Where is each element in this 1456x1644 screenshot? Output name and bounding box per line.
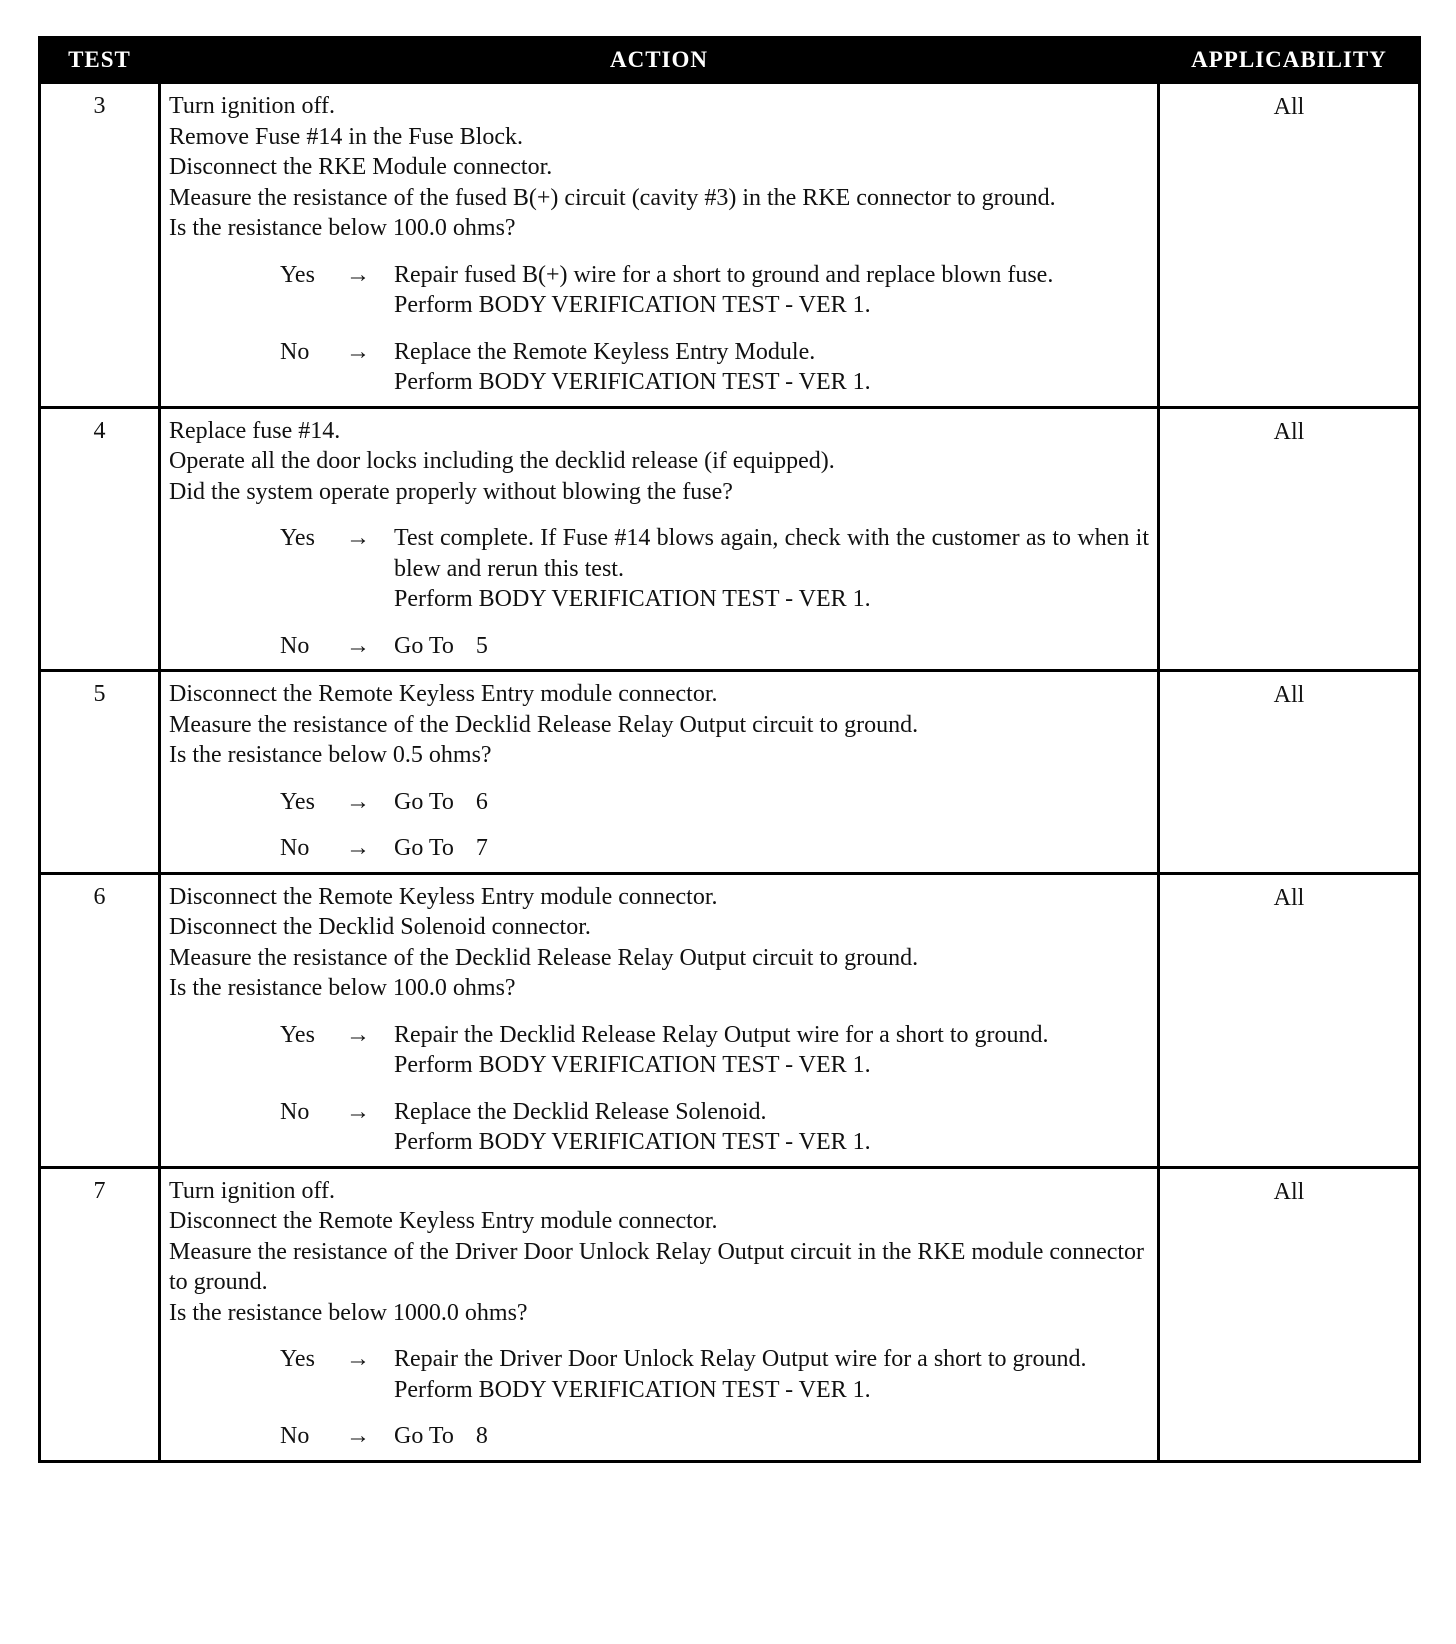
outcome-result <box>394 260 1149 321</box>
outcome-result <box>394 1097 1149 1158</box>
header-test: TEST <box>40 38 160 83</box>
header-action: ACTION <box>160 38 1159 83</box>
goto-reference <box>394 631 488 662</box>
action-cell <box>160 83 1159 408</box>
action-step: Did the system operate properly without blowing the fuse? <box>169 478 733 505</box>
outcome-label: Yes <box>280 788 315 815</box>
header-applicability: APPLICABILITY <box>1159 38 1420 83</box>
applicability-value: All <box>1159 873 1420 1167</box>
action-steps <box>169 416 1149 508</box>
table-header-row <box>40 38 1420 83</box>
outcome-result <box>394 1020 1149 1081</box>
outcome-result <box>394 833 1149 864</box>
action-step: Replace fuse #14. <box>169 417 341 444</box>
outcome-label: Yes <box>280 525 315 551</box>
action-steps <box>169 1176 1149 1329</box>
applicability-value: All <box>1159 407 1420 671</box>
arrow-icon: → <box>346 1346 370 1372</box>
table-row <box>40 407 1420 671</box>
action-step: Disconnect the RKE Module connector. <box>169 154 553 180</box>
test-number: 3 <box>40 83 160 408</box>
arrow-icon: → <box>346 1021 370 1048</box>
result-line: Perform BODY VERIFICATION TEST - VER 1. <box>394 1129 871 1155</box>
action-steps <box>169 679 1149 771</box>
arrow-icon: → <box>346 632 370 659</box>
action-steps <box>169 882 1149 1004</box>
action-step: Disconnect the Remote Keyless Entry module connector. <box>169 883 718 910</box>
result-line: Perform BODY VERIFICATION TEST - VER 1. <box>394 586 871 612</box>
arrow-icon: → <box>346 788 370 815</box>
applicability-value: All <box>1159 671 1420 874</box>
outcome-no <box>169 337 1149 398</box>
goto-test-number: 6 <box>475 788 488 815</box>
arrow-icon: → <box>346 835 370 861</box>
test-number: 6 <box>40 873 160 1167</box>
result-line: Perform BODY VERIFICATION TEST - VER 1. <box>394 1376 871 1403</box>
table-row <box>40 83 1420 408</box>
applicability-value: All <box>1159 1167 1420 1461</box>
diagnostic-test-sheet <box>38 36 1418 1463</box>
outcome-label: Yes <box>280 1346 315 1372</box>
action-step: Measure the resistance of the Driver Door Unlock Relay Output circuit in the RKE module connector to ground. <box>169 1238 1145 1295</box>
result-line: Repair the Decklid Release Relay Output wire for a short to ground. <box>394 1021 1049 1048</box>
action-steps <box>169 91 1149 244</box>
outcome-result <box>394 337 1149 398</box>
action-cell <box>160 671 1159 874</box>
result-line: Replace the Decklid Release Solenoid. <box>394 1098 767 1125</box>
action-step: Disconnect the Remote Keyless Entry module connector. <box>169 681 718 707</box>
outcome-result <box>394 631 1149 662</box>
result-line: Perform BODY VERIFICATION TEST - VER 1. <box>394 1052 871 1078</box>
result-line: Perform BODY VERIFICATION TEST - VER 1. <box>394 292 871 318</box>
goto-label: Go To <box>394 835 454 861</box>
arrow-icon: → <box>346 525 370 551</box>
arrow-icon: → <box>346 1423 370 1449</box>
action-step: Measure the resistance of the Decklid Release Relay Output circuit to ground. <box>169 711 919 738</box>
outcome-label: No <box>280 1098 310 1125</box>
outcome-yes <box>169 1020 1149 1081</box>
outcome-label: No <box>280 835 310 861</box>
table-row <box>40 1167 1420 1461</box>
outcome-yes <box>169 260 1149 321</box>
result-line: Replace the Remote Keyless Entry Module. <box>394 338 816 365</box>
diagnostic-test-table <box>38 36 1421 1463</box>
outcome-result <box>394 523 1149 615</box>
outcome-label: No <box>280 1423 310 1449</box>
outcome-no <box>169 833 1149 864</box>
action-step: Turn ignition off. <box>169 93 336 119</box>
outcome-yes <box>169 1344 1149 1405</box>
goto-label: Go To <box>394 1423 454 1449</box>
goto-test-number: 5 <box>475 632 488 659</box>
goto-label: Go To <box>394 632 454 659</box>
action-step: Disconnect the Remote Keyless Entry module connector. <box>169 1208 718 1234</box>
action-step: Operate all the door locks including the decklid release (if equipped). <box>169 448 835 474</box>
table-row <box>40 671 1420 874</box>
action-step: Measure the resistance of the fused B(+) circuit (cavity #3) in the RKE connector to ground. <box>169 184 1056 211</box>
test-number: 4 <box>40 407 160 671</box>
outcome-label: No <box>280 338 310 365</box>
arrow-icon: → <box>346 338 370 365</box>
result-line: Repair the Driver Door Unlock Relay Output wire for a short to ground. <box>394 1346 1087 1372</box>
outcome-yes <box>169 523 1149 615</box>
test-number: 5 <box>40 671 160 874</box>
action-step: Is the resistance below 1000.0 ohms? <box>169 1299 528 1326</box>
action-step: Disconnect the Decklid Solenoid connector. <box>169 914 591 940</box>
outcome-result <box>394 787 1149 818</box>
outcome-label: No <box>280 632 310 659</box>
result-line: Test complete. If Fuse #14 blows again, check with the customer as to when it blew and rerun this test. <box>394 525 1149 582</box>
goto-reference <box>394 1421 488 1452</box>
goto-label: Go To <box>394 788 454 815</box>
applicability-value: All <box>1159 83 1420 408</box>
result-line: Perform BODY VERIFICATION TEST - VER 1. <box>394 369 871 395</box>
goto-reference <box>394 787 488 818</box>
outcome-no <box>169 1097 1149 1158</box>
goto-reference <box>394 833 488 864</box>
outcome-result <box>394 1344 1149 1405</box>
outcome-result <box>394 1421 1149 1452</box>
result-line: Repair fused B(+) wire for a short to ground and replace blown fuse. <box>394 261 1054 288</box>
outcome-label: Yes <box>280 1021 315 1048</box>
action-step: Turn ignition off. <box>169 1177 336 1204</box>
outcome-yes <box>169 787 1149 818</box>
action-step: Is the resistance below 100.0 ohms? <box>169 215 516 241</box>
test-number: 7 <box>40 1167 160 1461</box>
goto-test-number: 8 <box>475 1423 488 1449</box>
goto-test-number: 7 <box>475 835 488 861</box>
action-step: Is the resistance below 0.5 ohms? <box>169 742 492 768</box>
action-step: Measure the resistance of the Decklid Release Relay Output circuit to ground. <box>169 944 919 971</box>
action-cell <box>160 407 1159 671</box>
table-body <box>40 83 1420 1462</box>
action-cell <box>160 873 1159 1167</box>
action-step: Remove Fuse #14 in the Fuse Block. <box>169 123 523 150</box>
outcome-no <box>169 1421 1149 1452</box>
action-cell <box>160 1167 1159 1461</box>
arrow-icon: → <box>346 261 370 288</box>
table-row <box>40 873 1420 1167</box>
outcome-no <box>169 631 1149 662</box>
arrow-icon: → <box>346 1098 370 1125</box>
action-step: Is the resistance below 100.0 ohms? <box>169 975 516 1001</box>
outcome-label: Yes <box>280 261 315 288</box>
